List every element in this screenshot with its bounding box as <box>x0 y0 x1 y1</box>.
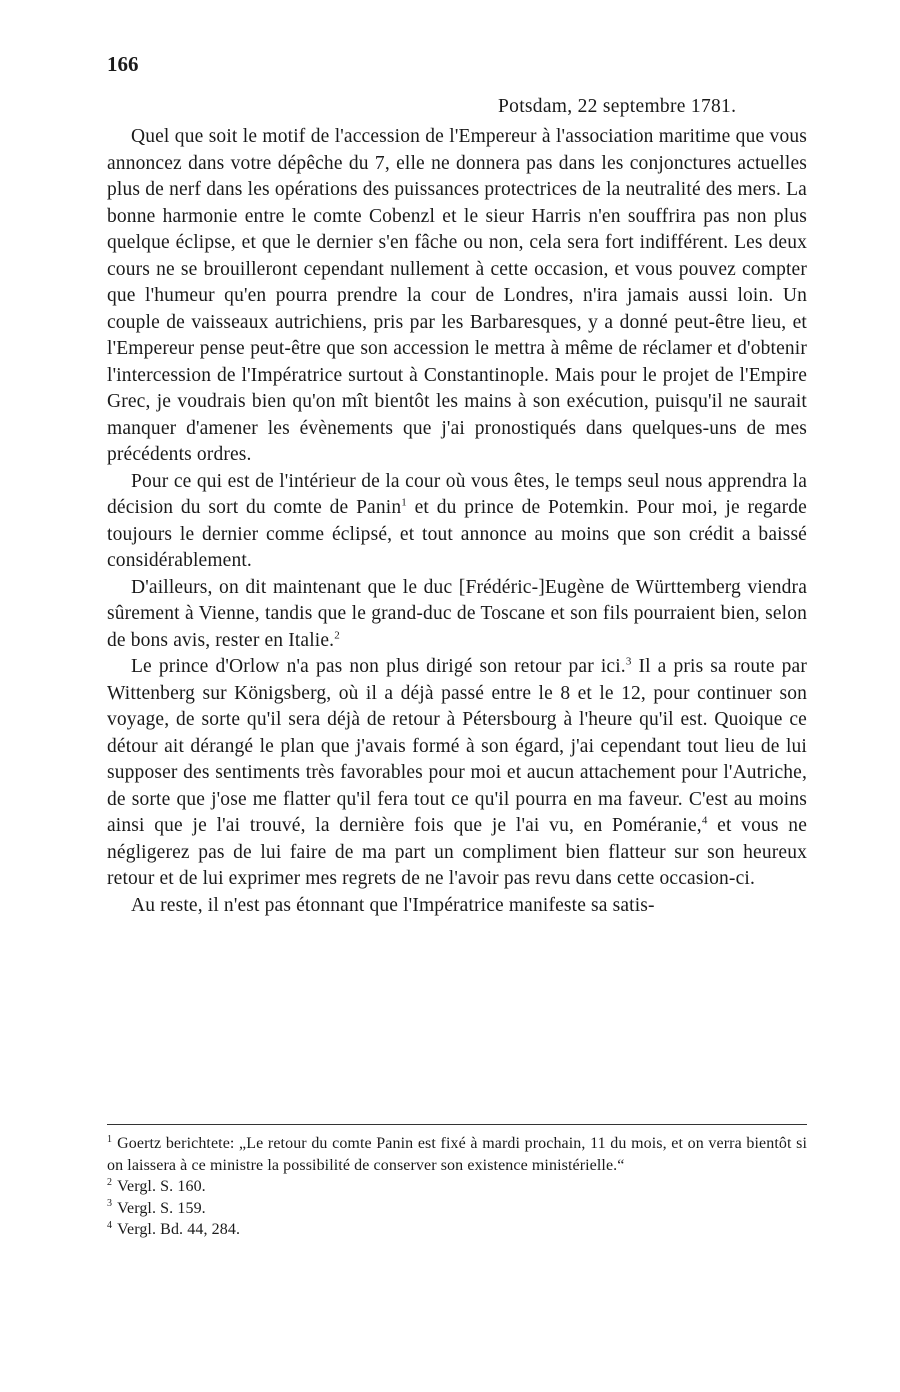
footnote-2 <box>107 1176 807 1198</box>
paragraph-3: D'ailleurs, on dit maintenant que le duc [Frédéric-]Eugène de Württemberg viendra sûrement à Vienne, tandis que le grand-duc de Toscane et son fils pourraient bien, selon de bons avis, rester en Italie.$^2$ <box>107 576 807 651</box>
page-number: 166 <box>107 52 139 76</box>
footnote-1 <box>107 1133 807 1176</box>
paragraph-1: Quel que soit le motif de l'accession de l'Empereur à l'association maritime que vous annoncez dans votre dépêche du 7, elle ne donnera pas dans les conjonctures actuelles plus de nerf dans les opérations des puissances protectrices de la neutralité des mers. La bonne harmonie entre le comte Cobenzl et le sieur Harris n'en souffrira pas non plus quelque éclipse, et que le dernier s'en fâche ou non, cela sera fort indifférent. Les deux cours ne se brouilleront cependant nullement à cette occasion, et vous pouvez compter que l'humeur qu'en pourra prendre la cour de Londres, n'ira jamais aussi loin. Un couple de vaisseaux autrichiens, pris par les Barbaresques, y a donné peut-être lieu, et l'Empereur pense peut-être que son accession le mettra à même de réclamer et d'obtenir l'intercession de l'Impératrice surtout à Constantinople. Mais pour le projet de l'Empire Grec, je voudrais bien qu'on mît bientôt les mains à son exécution, puisqu'il ne saurait manquer d'amener les évènements que j'ai pronostiqués dans quelques-uns de mes précédents ordres. <box>107 126 807 465</box>
footnote-3 <box>107 1198 807 1220</box>
dateline: Potsdam, 22 septembre 1781. <box>498 96 737 117</box>
footnote-text: Vergl. S. 160. <box>117 1178 206 1195</box>
footnote-text: Vergl. S. 159. <box>117 1199 206 1217</box>
footnote-number: 2 <box>107 1176 113 1188</box>
footnote-ref-2: 2 <box>334 629 340 641</box>
footnote-number: 1 <box>107 1133 113 1145</box>
paragraph-2: Pour ce qui est de l'intérieur de la cour où vous êtes, le temps seul nous apprendra la décision du sort du comte de Panin$^1$ et du prince de Potemkin. Pour moi, je regarde toujours le dernier comme éclipsé, et tout annonce au moins que son crédit a baissé considérablement. <box>107 470 807 571</box>
footnote-number: 4 <box>107 1219 113 1231</box>
footnote-ref-1: 1 <box>401 496 407 509</box>
footnote-number: 3 <box>107 1198 113 1210</box>
footnote-ref-4: 4 <box>701 814 708 827</box>
body-text <box>107 124 807 919</box>
footnote-text: Vergl. Bd. 44, 284. <box>117 1221 241 1238</box>
footnote-divider <box>107 1124 807 1125</box>
footnote-text: Goertz berichtete: „Le retour du comte Panin est fixé à mardi prochain, 11 du mois, et on verra bientôt si on laissera à ce ministre la possibilité de conserver son existence ministérielle.“ <box>107 1135 807 1174</box>
paragraph-5: Au reste, il n'est pas étonnant que l'Impératrice manifeste sa satis- <box>131 894 655 916</box>
footnote-ref-3: 3 <box>625 655 632 668</box>
paragraph-4: Le prince d'Orlow n'a pas non plus dirigé son retour par ici.$^3$ Il a pris sa route par Wittenberg sur Königsberg, où il a déjà passé entre le 8 et le 12, pour continuer son voyage, de sorte qu'il sera déjà de retour à Pétersbourg à l'heure qu'il est. Quoique ce détour ait dérangé le plan que j'avais formé à son égard, j'ai cependant tout lieu de lui supposer des sentiments très favorables pour moi et aucun attachement pour l'Autriche, de sorte que j'ose me flatter qu'il fera tout ce qu'il pourra en ma faveur. C'est au moins ainsi que je l'ai trouvé, la dernière fois que je l'ai vu, en Poméranie,$^4$ et vous ne négligerez pas de lui faire de ma part un compliment bien flatteur sur son heureux retour et de lui exprimer mes regrets de ne l'avoir pas revu dans cette occasion-ci. <box>107 655 807 889</box>
footnotes <box>107 1133 807 1241</box>
footnote-4 <box>107 1219 807 1241</box>
